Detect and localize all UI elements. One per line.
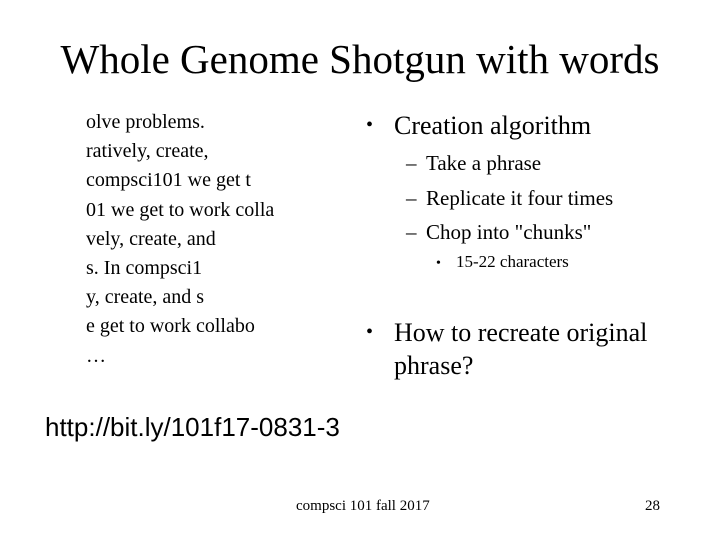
dash-icon: – [406, 151, 417, 175]
bullet-recreate-phrase [366, 316, 647, 382]
bullet-text: Creation algorithm [394, 111, 592, 140]
text-chunks [86, 108, 336, 371]
sub-bullet [406, 146, 613, 181]
bullet-icon: • [366, 321, 374, 343]
sub-bullet-text: Replicate it four times [426, 185, 614, 210]
slide-footer: compsci 101 fall 2017 [296, 498, 430, 514]
dash-icon: – [406, 220, 417, 244]
slide-number: 28 [645, 498, 660, 514]
chunk-line: e get to work collabo [86, 315, 255, 338]
sub-bullet-text: Chop into "chunks" [426, 220, 592, 244]
chunk-line: … [86, 344, 106, 367]
bullet-icon: • [366, 114, 374, 136]
sub-bullet [406, 215, 613, 250]
chunk-line: ratively, create, [86, 140, 209, 163]
bullet-creation-algorithm [366, 108, 591, 143]
chunk-line: compsci101 we get t [86, 169, 251, 192]
sub-bullet-list [406, 146, 613, 250]
sub-sub-bullet-text: 15-22 characters [456, 252, 569, 271]
bullet-icon: • [436, 256, 441, 271]
sub-bullet [406, 181, 613, 216]
sub-sub-bullet [436, 251, 569, 275]
chunk-line: 01 we get to work colla [86, 198, 275, 221]
chunk-line: s. In compsci1 [86, 257, 203, 280]
chunk-line: vely, create, and [86, 227, 216, 250]
sub-bullet-text: Take a phrase [426, 151, 542, 175]
chunk-line: y, create, and s [86, 286, 205, 309]
bullet-text-continuation: phrase? [394, 351, 474, 380]
url-link[interactable]: http://bit.ly/101f17-0831-3 [45, 412, 340, 442]
slide-title: Whole Genome Shotgun with words [60, 36, 660, 82]
dash-icon: – [406, 185, 417, 210]
bullet-text: How to recreate original [394, 318, 648, 347]
chunk-line: olve problems. [86, 111, 205, 133]
